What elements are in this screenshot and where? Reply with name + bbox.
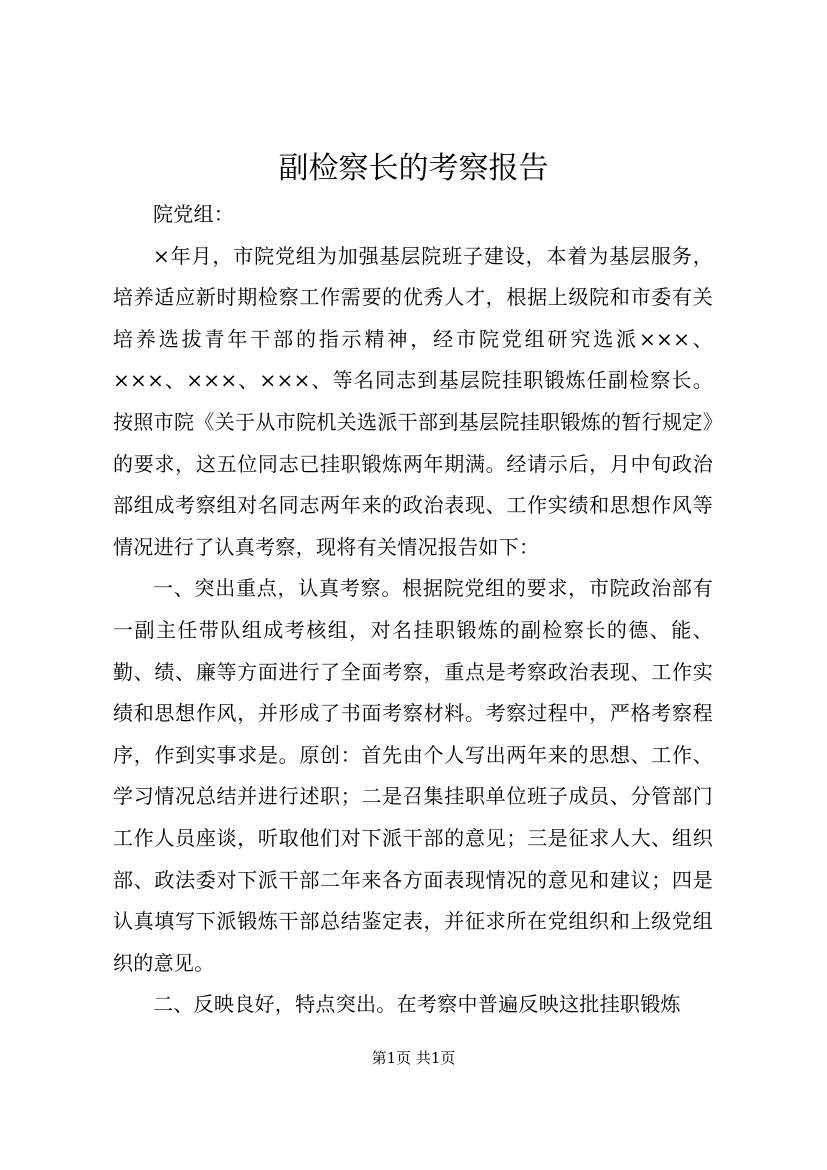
paragraph-section-2: 二、反映良好，特点突出。在考察中普遍反映这批挂职锻炼	[153, 992, 681, 1017]
page-footer: 第1页 共1页	[371, 1049, 456, 1067]
document-title: 副检察长的考察报告	[278, 151, 549, 186]
document-body	[113, 194, 713, 1026]
salutation: 院党组：	[153, 202, 235, 226]
paragraph-intro: ×年月，市院党组为加强基层院班子建设，本着为基层服务，培养适应新时期检察工作需要的优秀人才，根据上级院和市委有关培养选拔青年干部的指示精神，经市院党组研究选派×××、×××、×××、×××、等名同志到基层院挂职锻炼任副检察长。按照市院《关于从市院机关选派干部到基层院挂职锻炼的暂行规定》的要求，这五位同志已挂职锻炼两年期满。经请示后，月中旬政治部组成考察组对名同志两年来的政治表现、工作实绩和思想作风等情况进行了认真考察，现将有关情况报告如下：	[113, 243, 713, 559]
paragraph-section-1: 一、突出重点，认真考察。根据院党组的要求，市院政治部有一副主任带队组成考核组，对名挂职锻炼的副检察长的德、能、勤、绩、廉等方面进行了全面考察，重点是考察政治表现、工作实绩和思想作风，并形成了书面考察材料。考察过程中，严格考察程序，作到实事求是。原创：首先由个人写出两年来的思想、工作、学习情况总结并进行述职；二是召集挂职单位班子成员、分管部门工作人员座谈，听取他们对下派干部的意见；三是征求人大、组织部、政法委对下派干部二年来各方面表现情况的意见和建议；四是认真填写下派锻炼干部总结鉴定表，并征求所在党组织和上级党组织的意见。	[113, 576, 713, 975]
